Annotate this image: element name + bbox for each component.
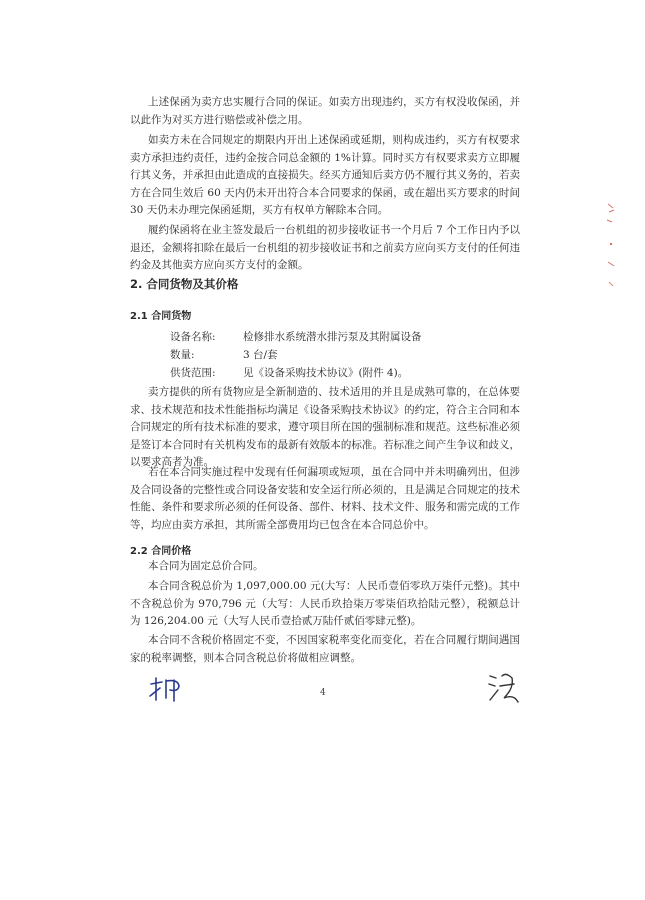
spec-value-quantity: 3 台/套 bbox=[243, 349, 278, 361]
spec-value-supply-scope: 见《设备采购技术协议》(附件 4)。 bbox=[243, 367, 409, 379]
paragraph-price-amounts: 本合同含税总价为 1,097,000.00 元(大写：人民币壹佰零玖万柒仟元整)。其中不含税总价为 970,796 元（大写：人民币玖拾柒万零柒佰玖拾陆元整），税额总计为 126,204.00 元（大写人民币壹拾贰万陆仟贰佰零肆元整)。 bbox=[130, 580, 520, 627]
subsection-heading-price: 2.2 合同价格 bbox=[130, 546, 192, 557]
spec-label-quantity: 数量: bbox=[170, 349, 195, 361]
spec-label-equipment-name: 设备名称: bbox=[170, 331, 216, 343]
handwritten-signature-right bbox=[486, 670, 520, 704]
seal-edge-marks bbox=[604, 200, 618, 290]
paragraph-guarantee-purpose: 上述保函为卖方忠实履行合同的保证。如卖方出现违约，买方有权没收保函，并以此作为对买方进行赔偿或补偿之用。 bbox=[130, 96, 520, 126]
section-heading-goods-and-price: 2. 合同货物及其价格 bbox=[130, 277, 239, 291]
paragraph-breach-terms: 如卖方未在合同规定的期限内开出上述保函或延期，则构成违约，买方有权要求卖方承担违约责任，违约金按合同总金额的 1%计算。同时买方有权要求卖方立即履行其义务，并承担由此造成的直接损失。经买方通知后卖方仍不履行其义务的，若卖方在合同生效后 60 天内仍未开出符合本合同要求的保函，或在超出买方要求的时间 30 天仍未办理完保函延期，买方有权单方解除本合同。 bbox=[130, 134, 520, 216]
spec-label-supply-scope: 供货范围: bbox=[170, 367, 216, 379]
paragraph-tax-adjustment: 本合同不含税价格固定不变，不因国家税率变化而变化，若在合同履行期间遇国家的税率调整，则本合同含税总价将做相应调整。 bbox=[130, 634, 520, 664]
paragraph-guarantee-return: 履约保函将在业主签发最后一台机组的初步接收证书一个月后 7 个工作日内予以退还，金额将扣除在最后一台机组的初步接收证书和之前卖方应向买方支付的任何违约金及其他卖方应向买方支付的金额。 bbox=[130, 224, 520, 271]
page-number: 4 bbox=[320, 688, 326, 698]
paragraph-goods-quality: 卖方提供的所有货物应是全新制造的、技术适用的并且是成熟可靠的，在总体要求、技术规范和技术性能指标均满足《设备采购技术协议》的约定，符合主合同和本合同规定的所有技术标准的要求，遵守项目所在国的强制标准和规范。这些标准必须是签订本合同时有关机构发布的最新有效版本的标准。若标准之间产生争议和歧义，以要求高者为准。 bbox=[130, 386, 520, 468]
paragraph-fixed-price: 本合同为固定总价合同。 bbox=[148, 560, 264, 572]
subsection-heading-goods: 2.1 合同货物 bbox=[130, 311, 192, 322]
spec-value-equipment-name: 检修排水系统潜水排污泵及其附属设备 bbox=[243, 331, 422, 343]
handwritten-signature-left bbox=[148, 676, 184, 702]
paragraph-omissions: 若在本合同实施过程中发现有任何漏项或短项，虽在合同中并未明确列出，但涉及合同设备的完整性或合同设备安装和安全运行所必须的，且是满足合同规定的技术性能、条件和要求所必须的任何设备、部件、材料、技术文件、服务和需完成的工作等，均应由卖方承担，其所需全部费用均已包含在本合同总价中。 bbox=[130, 466, 520, 531]
